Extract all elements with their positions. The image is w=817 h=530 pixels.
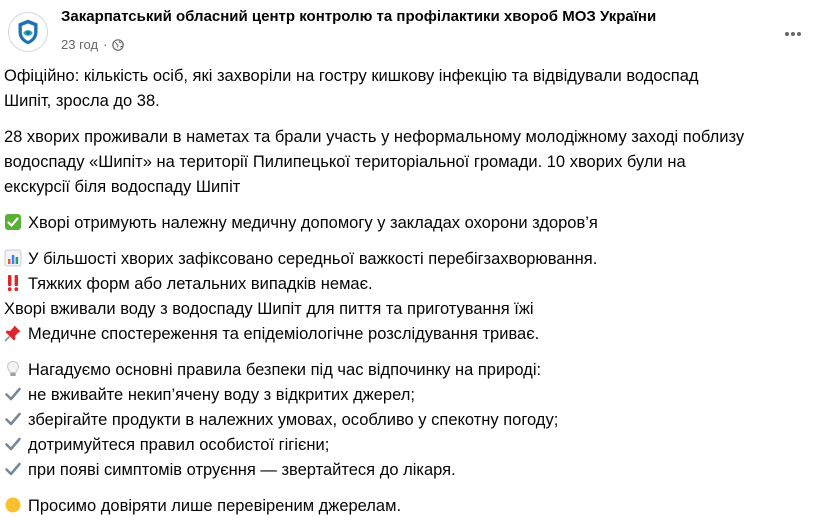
care-text: Хворі отримують належну медичну допомогу у закладах охорони здоров’я — [28, 214, 598, 232]
status-text: Тяжких форм або летальних випадків немає. — [28, 275, 373, 293]
paragraph-status — [4, 247, 804, 347]
post-header — [0, 0, 817, 66]
text-line — [4, 211, 804, 236]
paragraph-details — [4, 125, 804, 200]
yellow-circle-icon — [4, 496, 22, 514]
post-message — [4, 64, 804, 530]
bar-chart-icon — [4, 249, 22, 267]
paragraph-care — [4, 211, 804, 236]
check-mark-button-icon — [4, 213, 22, 231]
post-meta — [61, 37, 124, 52]
text-line — [4, 494, 804, 519]
status-text: Медичне спостереження та епідеміологічне розслідування триває. — [28, 325, 540, 343]
page-name-link[interactable]: Закарпатський обласний центр контролю та профілактики хвороб МОЗ України — [61, 8, 657, 25]
text-line — [4, 408, 804, 433]
rule-text: при появі симптомів отруєння — звертайтеся до лікаря. — [28, 461, 456, 479]
check-mark-icon — [4, 460, 22, 478]
text-line: Хворі вживали воду з водоспаду Шипіт для пиття та приготування їжі — [4, 300, 534, 318]
text-line — [4, 322, 804, 347]
text-line — [4, 383, 804, 408]
rules-intro-text: Нагадуємо основні правила безпеки під час відпочинку на природі: — [28, 361, 542, 379]
text-line — [4, 433, 804, 458]
text-line — [4, 358, 804, 383]
globe-icon[interactable] — [112, 39, 124, 51]
rule-text: зберігайте продукти в належних умовах, особливо у спекотну погоду; — [28, 411, 559, 429]
more-options-button[interactable] — [777, 18, 809, 50]
trust-text: Просимо довіряти лише перевіреним джерелам. — [28, 497, 402, 515]
text-line: Шипіт, зросла до 38. — [4, 92, 160, 110]
double-exclamation-icon — [4, 274, 22, 292]
avatar[interactable] — [8, 12, 48, 52]
rule-text: дотримуйтеся правил особистої гігієни; — [28, 436, 330, 454]
meta-separator: · — [103, 37, 108, 52]
pushpin-icon — [4, 324, 22, 342]
text-line: 28 хворих проживали в наметах та брали участь у неформальному молодіжному заході поблизу — [4, 128, 745, 146]
light-bulb-icon — [4, 360, 22, 378]
text-line: Офіційно: кількість осіб, які захворіли на гостру кишкову інфекцію та відвідували водоспад — [4, 67, 699, 85]
check-mark-icon — [4, 410, 22, 428]
check-mark-icon — [4, 385, 22, 403]
post-timestamp[interactable]: 23 год — [61, 37, 99, 52]
more-horizontal-icon — [783, 24, 803, 44]
paragraph-rules — [4, 358, 804, 483]
text-line — [4, 247, 804, 272]
text-line — [4, 272, 804, 297]
status-text: У більшості хворих зафіксовано середньої важкості перебігзахворювання. — [28, 250, 598, 268]
paragraph-official — [4, 64, 804, 114]
text-line: екскурсії біля водоспаду Шипіт — [4, 178, 241, 196]
shield-logo-icon — [9, 13, 47, 51]
check-mark-icon — [4, 435, 22, 453]
text-line: водоспаду «Шипіт» на території Пилипецької територіальної громади. 10 хворих були на — [4, 153, 686, 171]
paragraph-trust — [4, 494, 804, 519]
rule-text: не вживайте некип’ячену воду з відкритих джерел; — [28, 386, 415, 404]
text-line — [4, 458, 804, 483]
